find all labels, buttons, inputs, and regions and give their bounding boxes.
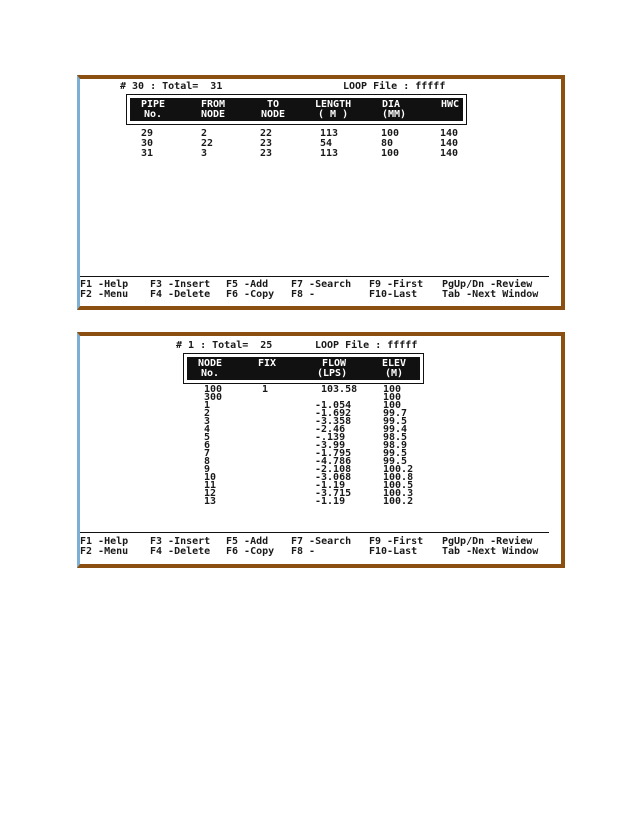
loop-file-label: LOOP File : fffff xyxy=(315,340,418,351)
pipe-data-window xyxy=(77,75,565,310)
fkey-last[interactable]: F10-Last xyxy=(369,289,418,300)
table-cell: 98.5 xyxy=(383,432,408,443)
table-cell: 140 xyxy=(440,148,459,159)
fkey-f8[interactable]: F8 - xyxy=(291,546,316,557)
fkey-f8[interactable]: F8 - xyxy=(291,289,316,300)
table-cell: 99.5 xyxy=(383,456,408,467)
table-cell: 100.2 xyxy=(383,464,414,475)
table-cell: 99.5 xyxy=(383,448,408,459)
column-header-sub: (MM) xyxy=(382,109,407,120)
column-header: LENGTH xyxy=(315,99,352,110)
table-cell: 10 xyxy=(204,472,217,483)
table-cell: 1 xyxy=(262,384,269,395)
fkey-help[interactable]: F1 -Help xyxy=(80,279,129,290)
fkey-next-window[interactable]: Tab -Next Window xyxy=(442,546,539,557)
table-cell: -3.99 xyxy=(315,440,346,451)
fkey-menu[interactable]: F2 -Menu xyxy=(80,546,129,557)
column-header: ELEV xyxy=(382,358,407,369)
table-cell: 6 xyxy=(204,440,211,451)
function-bar-separator xyxy=(80,276,549,277)
table-cell: 5 xyxy=(204,432,211,443)
fkey-help[interactable]: F1 -Help xyxy=(80,536,129,547)
table-cell: 100 xyxy=(383,392,402,403)
record-counter: # 30 : Total= 31 xyxy=(120,81,223,92)
table-cell: 22 xyxy=(201,138,214,149)
table-cell: -3.715 xyxy=(315,488,352,499)
table-cell: -3.358 xyxy=(315,416,352,427)
fkey-review[interactable]: PgUp/Dn -Review xyxy=(442,279,533,290)
column-header-sub: No. xyxy=(144,109,163,120)
table-cell: 100 xyxy=(383,384,402,395)
fkey-delete[interactable]: F4 -Delete xyxy=(150,289,211,300)
table-cell: 3 xyxy=(204,416,211,427)
table-cell: 12 xyxy=(204,488,217,499)
table-cell: -1.19 xyxy=(315,480,346,491)
table-cell: 100.3 xyxy=(383,488,414,499)
table-cell: 98.9 xyxy=(383,440,408,451)
table-cell: 13 xyxy=(204,496,217,507)
table-cell: 2 xyxy=(204,408,211,419)
fkey-copy[interactable]: F6 -Copy xyxy=(226,546,275,557)
column-header: FROM xyxy=(201,99,226,110)
fkey-first[interactable]: F9 -First xyxy=(369,279,424,290)
table-cell: -3.068 xyxy=(315,472,352,483)
table-cell: 100.5 xyxy=(383,480,414,491)
table-cell: 31 xyxy=(141,148,154,159)
table-cell: 7 xyxy=(204,448,211,459)
table-cell: 100 xyxy=(204,384,223,395)
table-cell: -2.108 xyxy=(315,464,352,475)
table-cell: 103.58 xyxy=(321,384,358,395)
table-cell: -4.786 xyxy=(315,456,352,467)
node-data-window xyxy=(77,332,565,568)
table-cell: 100 xyxy=(383,400,402,411)
table-cell: -2.46 xyxy=(315,424,346,435)
record-counter: # 1 : Total= 25 xyxy=(176,340,273,351)
column-header: NODE xyxy=(198,358,223,369)
fkey-insert[interactable]: F3 -Insert xyxy=(150,536,211,547)
function-bar-separator xyxy=(80,532,549,533)
table-cell: 4 xyxy=(204,424,211,435)
table-cell: 3 xyxy=(201,148,208,159)
column-header-sub: ( M ) xyxy=(318,109,349,120)
column-header-sub: (M) xyxy=(385,368,404,379)
column-header: PIPE xyxy=(141,99,166,110)
fkey-search[interactable]: F7 -Search xyxy=(291,536,352,547)
fkey-review[interactable]: PgUp/Dn -Review xyxy=(442,536,533,547)
table-cell: 300 xyxy=(204,392,223,403)
table-cell: 113 xyxy=(320,148,339,159)
table-cell: 9 xyxy=(204,464,211,475)
table-cell: 99.4 xyxy=(383,424,408,435)
table-cell: 80 xyxy=(381,138,394,149)
table-cell: 140 xyxy=(440,138,459,149)
table-cell: 23 xyxy=(260,138,273,149)
column-header-sub: (LPS) xyxy=(317,368,348,379)
table-cell: 8 xyxy=(204,456,211,467)
column-header-sub: NODE xyxy=(261,109,286,120)
table-cell: -1.692 xyxy=(315,408,352,419)
column-header: TO xyxy=(267,99,280,110)
table-cell: 100 xyxy=(381,148,400,159)
fkey-add[interactable]: F5 -Add xyxy=(226,279,269,290)
fkey-copy[interactable]: F6 -Copy xyxy=(226,289,275,300)
fkey-next-window[interactable]: Tab -Next Window xyxy=(442,289,539,300)
fkey-menu[interactable]: F2 -Menu xyxy=(80,289,129,300)
table-header xyxy=(183,353,424,384)
table-cell: 22 xyxy=(260,128,273,139)
fkey-search[interactable]: F7 -Search xyxy=(291,279,352,290)
column-header: DIA xyxy=(382,99,401,110)
table-cell: -1.795 xyxy=(315,448,352,459)
column-header: FLOW xyxy=(322,358,347,369)
table-cell: 100 xyxy=(381,128,400,139)
column-header: HWC xyxy=(441,99,460,110)
table-cell: -1.19 xyxy=(315,496,346,507)
fkey-first[interactable]: F9 -First xyxy=(369,536,424,547)
table-cell: 99.5 xyxy=(383,416,408,427)
table-cell: 30 xyxy=(141,138,154,149)
fkey-last[interactable]: F10-Last xyxy=(369,546,418,557)
fkey-add[interactable]: F5 -Add xyxy=(226,536,269,547)
table-cell: 140 xyxy=(440,128,459,139)
loop-file-label: LOOP File : fffff xyxy=(343,81,446,92)
table-cell: 54 xyxy=(320,138,333,149)
table-cell: 1 xyxy=(204,400,211,411)
table-cell: 100.8 xyxy=(383,472,414,483)
column-header-sub: No. xyxy=(201,368,220,379)
table-cell: 23 xyxy=(260,148,273,159)
table-cell: 11 xyxy=(204,480,217,491)
table-cell: 2 xyxy=(201,128,208,139)
table-cell: 29 xyxy=(141,128,154,139)
table-header xyxy=(126,94,467,125)
fkey-insert[interactable]: F3 -Insert xyxy=(150,279,211,290)
table-cell: 113 xyxy=(320,128,339,139)
column-header-sub: NODE xyxy=(201,109,226,120)
table-cell: 100.2 xyxy=(383,496,414,507)
table-cell: 99.7 xyxy=(383,408,408,419)
table-cell: -.139 xyxy=(315,432,346,443)
column-header: FIX xyxy=(258,358,277,369)
table-cell: -1.054 xyxy=(315,400,352,411)
fkey-delete[interactable]: F4 -Delete xyxy=(150,546,211,557)
